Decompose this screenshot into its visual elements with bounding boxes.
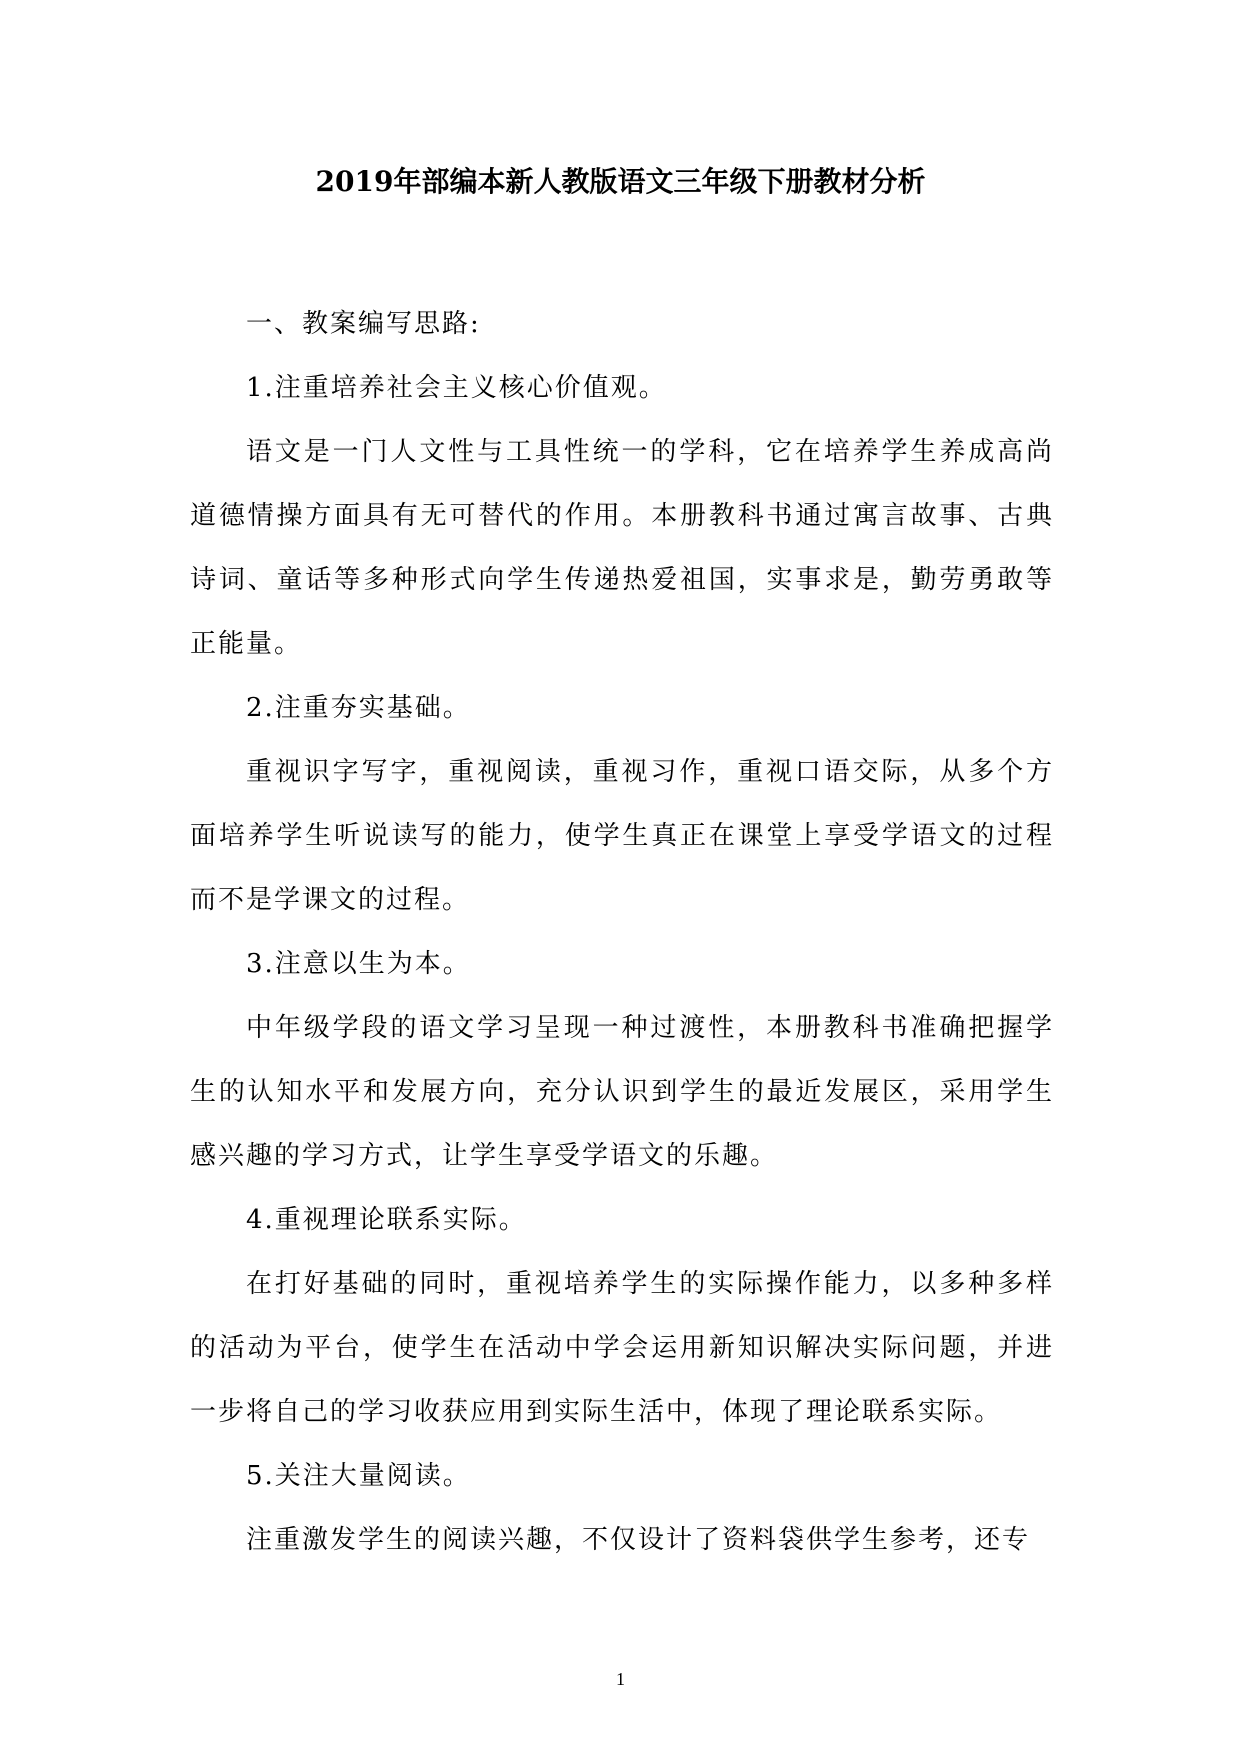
paragraph-4: 在打好基础的同时，重视培养学生的实际操作能力，以多种多样的活动为平台，使学生在活动中学会运用新知识解决实际问题，并进一步将自己的学习收获应用到实际生活中，体现了理论联系实际。	[190, 1269, 1054, 1427]
page-number: 1	[616, 1669, 625, 1689]
point-heading-2: 2.注重夯实基础。	[246, 693, 471, 723]
point-heading-1: 1.注重培养社会主义核心价值观。	[246, 373, 667, 403]
document-title: 2019年部编本新人教版语文三年级下册教材分析	[315, 165, 926, 198]
paragraph-2: 重视识字写字，重视阅读，重视习作，重视口语交际，从多个方面培养学生听说读写的能力，使学生真正在课堂上享受学语文的过程而不是学课文的过程。	[190, 757, 1054, 915]
document-body	[190, 292, 1054, 1572]
point-heading-4: 4.重视理论联系实际。	[246, 1205, 527, 1235]
paragraph-3: 中年级学段的语文学习呈现一种过渡性，本册教科书准确把握学生的认知水平和发展方向，充分认识到学生的最近发展区，采用学生感兴趣的学习方式，让学生享受学语文的乐趣。	[190, 1013, 1054, 1171]
paragraph-1: 语文是一门人文性与工具性统一的学科，它在培养学生养成高尚道德情操方面具有无可替代的作用。本册教科书通过寓言故事、古典诗词、童话等多种形式向学生传递热爱祖国，实事求是，勤劳勇敢等正能量。	[190, 437, 1054, 659]
point-heading-5: 5.关注大量阅读。	[246, 1461, 471, 1491]
point-heading-3: 3.注意以生为本。	[246, 949, 471, 979]
section-heading: 一、教案编写思路:	[246, 309, 481, 339]
paragraph-5: 注重激发学生的阅读兴趣，不仅设计了资料袋供学生参考，还专	[246, 1525, 1031, 1555]
